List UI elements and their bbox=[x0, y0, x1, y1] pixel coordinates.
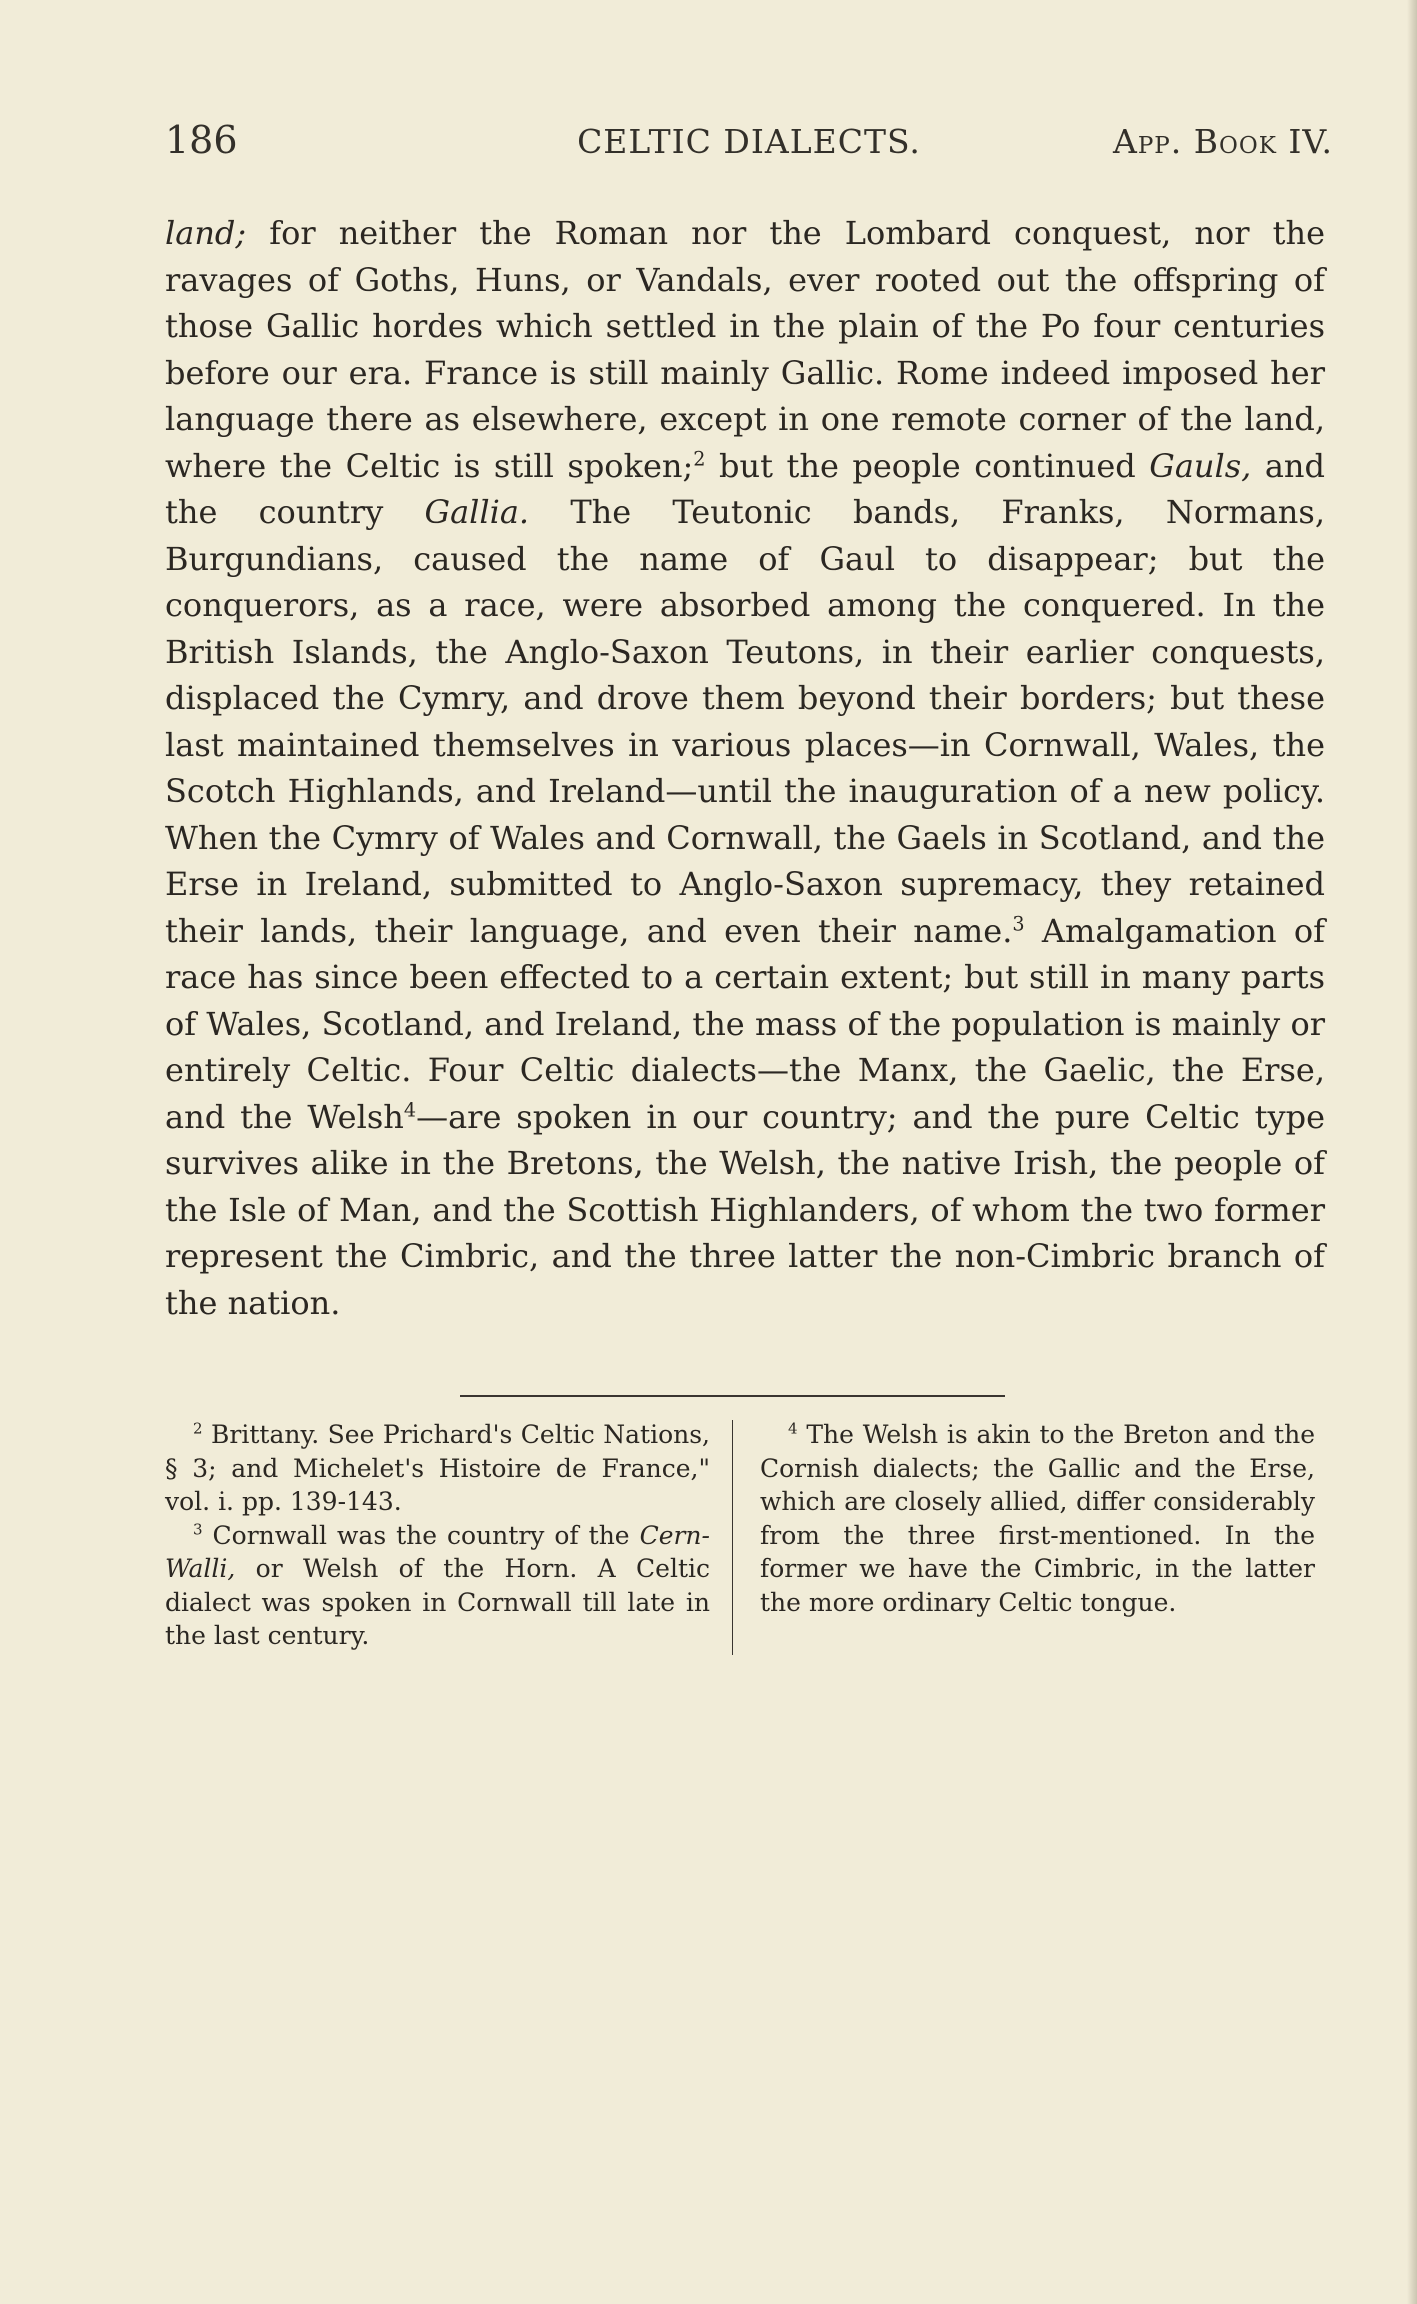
footnote-mark-2: 2 bbox=[193, 1419, 203, 1438]
footnote-3-text: or Welsh of the Horn. A Celtic dialect was spoken in Cornwall till late in the last century. bbox=[165, 1554, 710, 1650]
running-title: CELTIC DIALECTS. bbox=[577, 122, 921, 161]
footnote-2 bbox=[165, 1418, 710, 1519]
page-edge-shadow bbox=[1407, 0, 1417, 2304]
footnote-4 bbox=[760, 1418, 1315, 1619]
footnote-separator-rule bbox=[460, 1395, 1005, 1397]
footnote-reference-2: 2 bbox=[693, 446, 706, 470]
body-text: Amalgamation of race has since been effected to a certain extent; but still in many parts of Wales, Scotland, and Ireland, the mass of the population is mainly or entirely Celtic. Four Celtic dialects—the Manx, the Gaelic, the Erse, and the Welsh bbox=[165, 911, 1326, 1136]
page-number: 186 bbox=[165, 118, 238, 162]
body-text: but the people continued bbox=[705, 446, 1150, 485]
footnotes-right-column bbox=[760, 1418, 1315, 1619]
book-reference: App. Book IV. bbox=[1113, 122, 1333, 161]
body-text-italic-gallia: Gallia. bbox=[424, 493, 530, 531]
body-text: The Teutonic bands, Franks, Normans, Burgundians, caused the name of Gaul to disappear; but the conquerors, as a race, were absorbed among the conquered. In the British Islands, the Anglo-Saxon Teutons, in their earlier conquests, displaced the Cymry, and drove them beyond their borders; but these last maintained themselves in various places—in Cornwall, Wales, the Scotch Highlands, and Ireland—until the inauguration of a new policy. When the Cymry of Wales and Cornwall, the Gaels in Scotland, and the Erse in Ireland, submitted to Anglo-Saxon supremacy, they retained their lands, their language, and even their name. bbox=[165, 493, 1326, 950]
footnote-column-divider bbox=[732, 1420, 733, 1655]
footnote-3-italic: Cern-Walli, bbox=[165, 1520, 710, 1583]
body-text: —are spoken in our country; and the pure Celtic type survives alike in the Bretons, the Welsh, the native Irish, the people of the Isle of Man, and the Scottish Highlanders, of whom the two former represent the Cimbric, and the three latter the non-Cimbric branch of the nation. bbox=[165, 1097, 1326, 1322]
body-paragraph bbox=[165, 210, 1325, 1326]
footnote-mark-4: 4 bbox=[788, 1419, 798, 1438]
body-text: and the country bbox=[165, 446, 1326, 531]
footnote-4-text: The Welsh is akin to the Breton and the Cornish dialects; the Gallic and the Erse, which are closely allied, differ considerably from the three first-mentioned. In the former we have the Cimbric, in the latter the more ordinary Celtic tongue. bbox=[760, 1420, 1315, 1617]
footnote-reference-4: 4 bbox=[403, 1097, 417, 1121]
body-text: for neither the Roman nor the Lombard conquest, nor the ravages of Goths, Huns, or Vandals, ever rooted out the offspring of those Gallic hordes which settled in the plain of the Po four centuries before our era. France is still mainly Gallic. Rome indeed imposed her language there as elsewhere, except in one remote corner of the land, where the Celtic is still spoken; bbox=[165, 214, 1325, 485]
footnotes-left-column bbox=[165, 1418, 710, 1653]
body-text-italic-gauls: Gauls, bbox=[1149, 446, 1252, 485]
footnote-3 bbox=[165, 1519, 710, 1653]
footnote-reference-3: 3 bbox=[1012, 911, 1025, 935]
body-text-italic-land: land; bbox=[165, 214, 247, 252]
running-head bbox=[165, 118, 1333, 168]
footnote-mark-3: 3 bbox=[193, 1520, 203, 1539]
footnote-2-text: Brittany. See Prichard's Celtic Nations, § 3; and Michelet's Histoire de France," vol. i. pp. 139-143. bbox=[165, 1420, 710, 1516]
footnote-3-text: Cornwall was the country of the bbox=[202, 1520, 640, 1550]
